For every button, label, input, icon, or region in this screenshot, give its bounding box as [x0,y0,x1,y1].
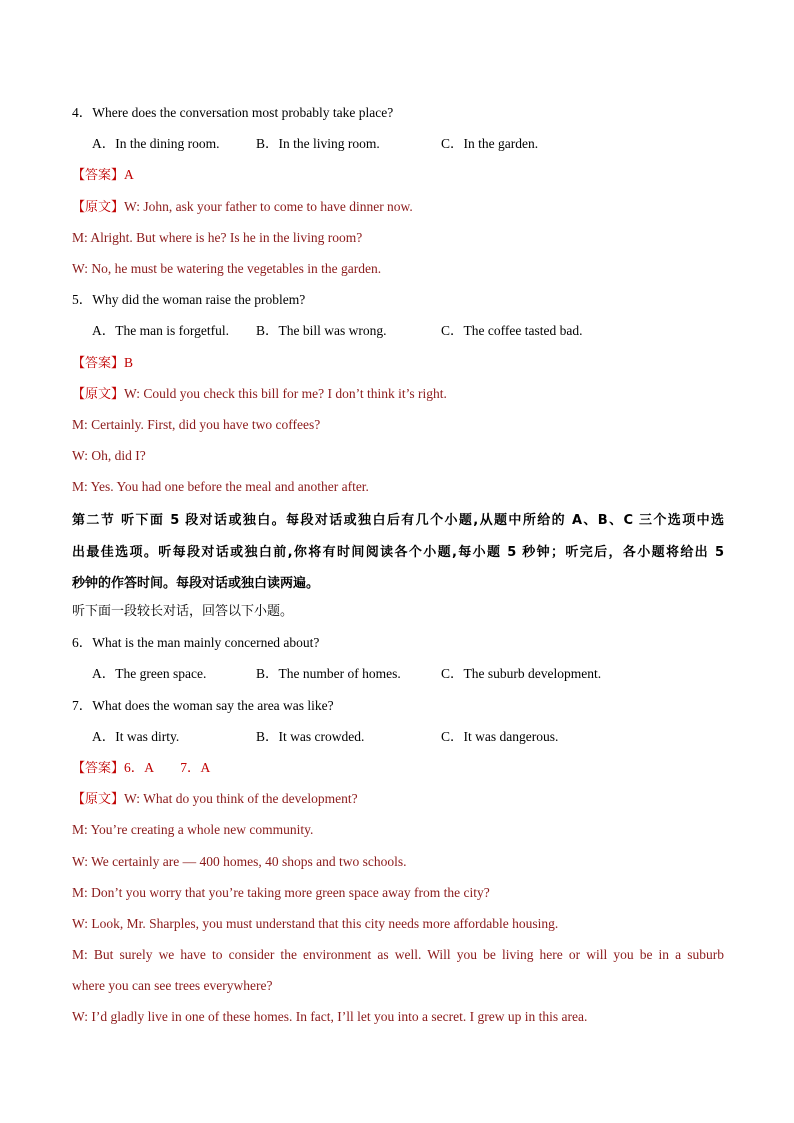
transcript-line: 【原文】W: John, ask your father to come to have dinner now. [72,198,413,215]
answer-value: 6．A 7．A [124,759,211,775]
transcript-line: W: We certainly are — 400 homes, 40 shops and two schools. [72,853,407,869]
question-4: 4．Where does the conversation most probably take place? [72,105,394,120]
answer-label: 【答案】 [72,355,125,371]
question-4-options [72,131,724,162]
question-7: 7．What does the woman say the area was like? [72,697,334,713]
answer-block-2 [72,350,724,381]
transcript-line: M: Alright. But where is he? Is he in the living room? [72,229,363,245]
transcript-label: 【原文】 [72,386,125,402]
option-b: B．It was crowded. [256,728,365,744]
transcript-line: where you can see trees everywhere? [72,978,273,994]
answer-value: B [124,354,134,370]
section-heading-line-2: 出最佳选项。听每段对话或独白前,你将有时间阅读各个小题,每小题 5 秒钟；听完后，各小题将给出 5 [72,544,724,560]
transcript-line: W: No, he must be watering the vegetables in the garden. [72,260,382,276]
option-b: B．The number of homes. [256,666,401,682]
answer-block-1 [72,162,724,193]
option-a: A．The green space. [92,666,207,682]
transcript-line: W: Look, Mr. Sharples, you must understand that this city needs more affordable housing. [72,915,559,931]
exam-page [72,100,724,1036]
section-heading-line-3: 秒钟的作答时间。每段对话或独白读两遍。 [72,575,320,591]
transcript-label: 【原文】 [72,792,125,808]
option-a: A．In the dining room. [92,136,220,152]
section-heading-line-1: 第二节 听下面 5 段对话或独白。每段对话或独白后有几个小题,从题中所给的 A、B、C 三个选项中选 [72,513,724,529]
option-c: C．The suburb development. [441,666,602,682]
transcript-line: 【原文】W: Could you check this bill for me? I don’t think it’s right. [72,385,447,402]
transcript-label: 【原文】 [72,199,125,215]
answer-label: 【答案】 [72,168,125,184]
answer-value: A [124,167,134,183]
question-5: 5．Why did the woman raise the problem? [72,292,306,308]
transcript-line: M: You’re creating a whole new community. [72,822,314,838]
instruction: 听下面一段较长对话，回答以下小题。 [72,604,294,620]
question-5-options [72,318,724,349]
transcript-line: M: Yes. You had one before the meal and another after. [72,479,369,495]
option-c: C．It was dangerous. [441,728,559,744]
answer-block-3 [72,755,724,786]
option-a: A．The man is forgetful. [92,323,229,339]
transcript-line: 【原文】W: What do you think of the development? [72,791,358,808]
question-7-options [72,724,724,755]
transcript-line: M: But surely we have to consider the environment as well. Will you be living here or will you be in a suburb [72,947,724,963]
question-6: 6．What is the man mainly concerned about? [72,635,320,651]
question-6-options [72,661,724,692]
transcript-line: W: I’d gladly live in one of these homes. In fact, I’ll let you into a secret. I grew up in this area. [72,1009,588,1025]
transcript-line: W: Oh, did I? [72,448,146,464]
transcript-line: M: Don’t you worry that you’re taking more green space away from the city? [72,884,490,900]
option-b: B．In the living room. [256,136,380,152]
option-c: C．The coffee tasted bad. [441,323,583,339]
answer-label: 【答案】 [72,760,125,776]
option-b: B．The bill was wrong. [256,323,387,339]
transcript-line: M: Certainly. First, did you have two coffees? [72,416,321,432]
option-c: C．In the garden. [441,136,539,152]
option-a: A．It was dirty. [92,728,180,744]
